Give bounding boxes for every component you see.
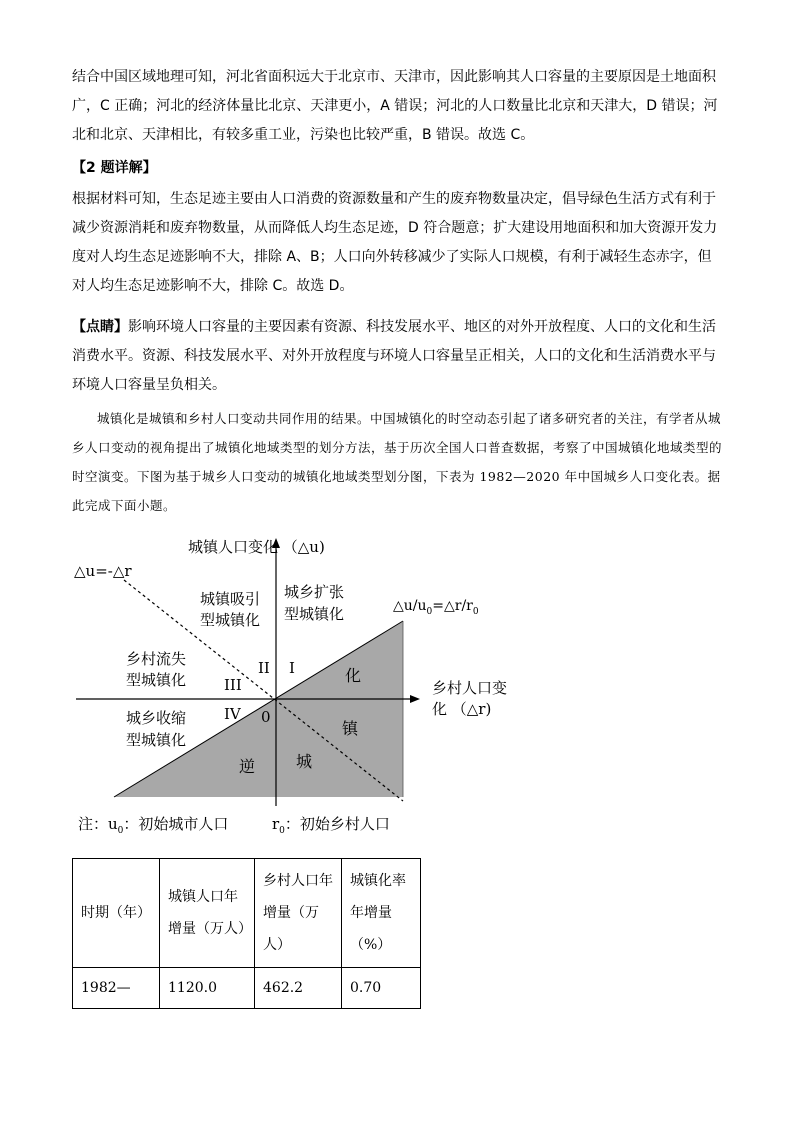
table-cell: 462.2	[255, 968, 342, 1009]
table-header-cell: 城镇化率年增量（%）	[342, 859, 421, 968]
zone4-text-1: 城乡收缩	[126, 709, 187, 727]
zone1-text-2: 型城镇化	[284, 605, 345, 623]
table-cell: 0.70	[342, 968, 421, 1009]
table-header-cell: 时期（年）	[73, 859, 160, 968]
table-cell: 1982—	[73, 968, 160, 1009]
zone2-text-2: 型城镇化	[200, 611, 261, 629]
tip-label: 【点睛】	[72, 319, 128, 335]
shade-char-ni: 逆	[239, 757, 256, 776]
tip-text: 影响环境人口容量的主要因素有资源、科技发展水平、地区的对外开放程度、人口的文化和生活消费水平。资源、科技发展水平、对外开放程度与环境人口容量呈正相关，人口的文化和生活消费水平与环境人口容量呈负相关。	[72, 319, 716, 393]
zone4-text-2: 型城镇化	[126, 731, 187, 749]
zone2-text-1: 城镇吸引	[200, 590, 261, 608]
zone3-text-2: 型城镇化	[126, 671, 187, 689]
zone-number-II: II	[258, 659, 270, 677]
line1-label: △u=-△r	[74, 562, 132, 580]
shade-char-cheng: 城	[296, 752, 313, 771]
shade-char-hua: 化	[345, 666, 362, 685]
line2-label: $\triangle u/u_0=\triangle r/r_0$	[393, 598, 479, 617]
x-axis-label-line2: 化 （△r)	[432, 700, 492, 718]
table-header-cell: 乡村人口年增量（万人）	[255, 859, 342, 968]
answer-paragraph-2: 根据材料可知，生态足迹主要由人口消费的资源数量和产生的废弃物数量决定，倡导绿色生活方式有利于减少资源消耗和废弃物数量，从而降低人均生态足迹，D 符合题意；扩大建设用地面积和加大资源开发力度对人均生态足迹影响不大，排除 A、B；人口向外转移减少了实际人口规模，有利于减轻生态赤字，但对人均生态足迹影响不大，排除 C。故选 D。	[72, 191, 718, 294]
table-header-cell: 城镇人口年增量（万人）	[160, 859, 255, 968]
table-cell: 1120.0	[160, 968, 255, 1009]
question-intro: 城镇化是城镇和乡村人口变动共同作用的结果。中国城镇化的时空动态引起了诸多研究者的关注，有学者从城乡人口变动的视角提出了城镇化地域类型的划分方法，基于历次全国人口普查数据，考察了中国城镇化地域类型的时空演变。下图为基于城乡人口变动的城镇化地域类型划分图，下表为 1982—2020 年中国城乡人口变化表。据此完成下面小题。	[72, 411, 723, 513]
zone-number-III: III	[224, 676, 242, 694]
shade-char-zhen: 镇	[342, 719, 359, 738]
answer-paragraph-1: 结合中国区域地理可知，河北省面积远大于北京市、天津市，因此影响其人口容量的主要原因是土地面积广，C 正确；河北的经济体量比北京、天津更小，A 错误；河北的人口数量比北京和天津大，D 错误；河北和北京、天津相比，有较多重工业，污染也比较严重，B 错误。故选 C。	[72, 69, 718, 143]
table-header-row	[73, 859, 421, 968]
y-axis-label: 城镇人口变化 （△u)	[188, 538, 325, 556]
zone-number-I: I	[289, 659, 295, 677]
zone-number-IV: IV	[224, 705, 241, 723]
zone1-text-1: 城乡扩张	[284, 583, 345, 601]
origin-label: 0	[261, 708, 271, 726]
note-u0: 注：$u_0$：初始城市人口	[78, 815, 229, 836]
section-heading-2: 【2 题详解】	[72, 160, 157, 176]
x-axis-arrow	[410, 695, 420, 703]
table-row	[73, 968, 421, 1009]
population-change-table	[72, 858, 421, 1009]
note-r0: $r_0$：初始乡村人口	[272, 815, 390, 836]
tip-paragraph	[72, 313, 724, 400]
urbanization-type-diagram	[60, 530, 508, 840]
zone3-text-1: 乡村流失	[126, 650, 187, 668]
x-axis-label-line1: 乡村人口变	[432, 679, 508, 697]
